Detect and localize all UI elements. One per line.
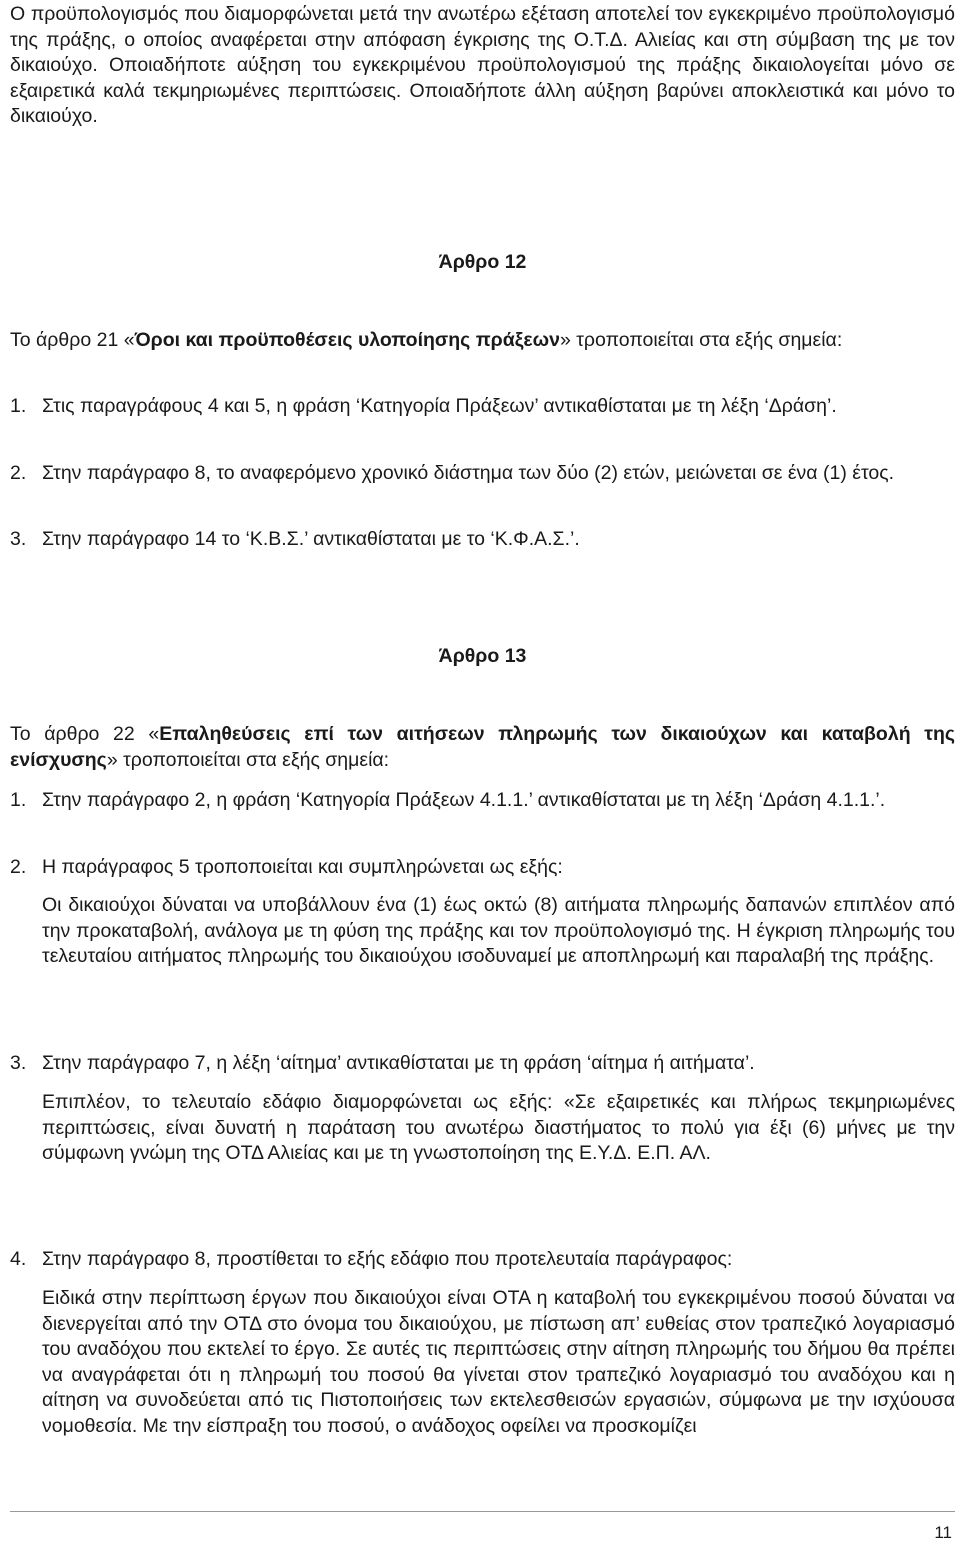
article-13-item-2-detail: Οι δικαιούχοι δύναται να υποβάλλουν ένα (1) έως οκτώ (8) αιτήματα πληρωμής δαπανών επιπλέον από την προκαταβολή, ανάλογα με τη φύση της πράξης και τον προϋπολογισμό της. Η έγκριση πληρωμής του τελευταίου αιτήματος πληρωμής του δικαιούχου ισοδυναμεί με αποπληρωμή και παραλαβή της πράξης. (42, 894, 955, 967)
item-text: Στις παραγράφους 4 και 5, η φράση ‘Κατηγορία Πράξεων’ αντικαθίσταται με τη λέξη ‘Δράση’. (42, 395, 837, 417)
article-12-title: Άρθρο 12 (438, 251, 527, 273)
item-number: 3. (10, 528, 27, 550)
intro-paragraph: Ο προϋπολογισμός που διαμορφώνεται μετά την ανωτέρω εξέταση αποτελεί τον εγκεκριμένο προϋπολογισμό της πράξης, ο οποίος αναφέρεται στην απόφαση έγκρισης της Ο.Τ.Δ. Αλιείας και στη σύμβαση της με τον δικαιούχο. Οποιαδήποτε αύξηση του εγκεκριμένου προϋπολογισμού της πράξης δικαιολογείται μόνο σε εξαιρετικά καλά τεκμηριωμένες περιπτώσεις. Οποιαδήποτε άλλη αύξηση βαρύνει αποκλειστικά και μόνο το δικαιούχο. (10, 3, 955, 127)
article-13-intro-bold: Επαληθεύσεις επί των αιτήσεων πληρωμής των δικαιούχων και καταβολή της ενίσχυσης (10, 723, 955, 771)
item-text: Στην παράγραφο 7, η λέξη ‘αίτημα’ αντικαθίσταται με τη φράση ‘αίτημα ή αιτήματα’. (42, 1052, 755, 1074)
article-12-item-1 (10, 394, 955, 420)
article-12-intro (10, 328, 955, 354)
article-13-item-1 (10, 788, 955, 814)
item-text: Η παράγραφος 5 τροποποιείται και συμπληρώνεται ως εξής: (42, 856, 563, 878)
article-13-item-4-detail: Ειδικά στην περίπτωση έργων που δικαιούχοι είναι ΟΤΑ η καταβολή του εγκεκριμένου ποσού δύναται να διενεργείται από την ΟΤΔ στο όνομα του δικαιούχου, με πίστωση απ’ ευθείας στον τραπεζικό λογαριασμό του αναδόχου που εκτελεί το έργο. Σε αυτές τις περιπτώσεις στην αίτηση πληρωμής του δήμου θα πρέπει να αναγράφεται ότι η πληρωμή του ποσού θα γίνεται στον τραπεζικό λογαριασμό του αναδόχου και η αίτηση να συνοδεύεται από τις Πιστοποιήσεις των εκτελεσθεισών εργασιών, σύμφωνα με την ισχύουσα νομοθεσία. Με την είσπραξη του ποσού, ο ανάδοχος οφείλει να προσκομίζει (42, 1287, 955, 1437)
article-13-title: Άρθρο 13 (438, 645, 527, 667)
item-text: Στην παράγραφο 8, το αναφερόμενο χρονικό διάστημα των δύο (2) ετών, μειώνεται σε ένα (1) έτος. (42, 462, 895, 484)
footer-divider (10, 1511, 955, 1512)
article-13-intro-prefix: Το άρθρο 22 « (10, 723, 160, 745)
article-12-item-2 (10, 461, 955, 487)
article-13-intro-suffix: » τροποποιείται στα εξής σημεία: (106, 748, 390, 771)
article-12-intro-bold: Όροι και προϋποθέσεις υλοποίησης πράξεων (134, 329, 560, 351)
article-12-item-3 (10, 527, 955, 553)
article-13-item-2 (10, 855, 955, 881)
item-number: 3. (10, 1052, 27, 1074)
article-13-intro (10, 722, 955, 773)
item-number: 1. (10, 789, 27, 811)
item-number: 1. (10, 395, 27, 417)
item-text: Στην παράγραφο 8, προστίθεται το εξής εδάφιο που προτελευταία παράγραφος: (42, 1248, 733, 1270)
item-number: 2. (10, 856, 27, 878)
article-12-intro-suffix: » τροποποιείται στα εξής σημεία: (559, 329, 843, 351)
item-number: 2. (10, 462, 27, 484)
article-13-item-3 (10, 1051, 955, 1077)
item-text: Στην παράγραφο 14 το ‘Κ.Β.Σ.’ αντικαθίσταται με το ‘Κ.Φ.Α.Σ.’. (42, 528, 580, 550)
page-number: 11 (934, 1523, 952, 1542)
article-13-item-4 (10, 1247, 955, 1273)
article-12-intro-prefix: Το άρθρο 21 « (10, 329, 135, 351)
item-number: 4. (10, 1248, 27, 1270)
item-text: Στην παράγραφο 2, η φράση ‘Κατηγορία Πράξεων 4.1.1.’ αντικαθίσταται με τη λέξη ‘Δράση 4.1.1.’. (42, 789, 886, 811)
article-13-item-3-detail: Επιπλέον, το τελευταίο εδάφιο διαμορφώνεται ως εξής: «Σε εξαιρετικές και πλήρως τεκμηριωμένες περιπτώσεις, είναι δυνατή η παράταση του ανωτέρω διαστήματος το πολύ για έξι (6) μήνες με την σύμφωνη γνώμη της ΟΤΔ Αλιείας και με τη γνωστοποίηση της Ε.Υ.Δ. Ε.Π. ΑΛ. (42, 1091, 955, 1164)
